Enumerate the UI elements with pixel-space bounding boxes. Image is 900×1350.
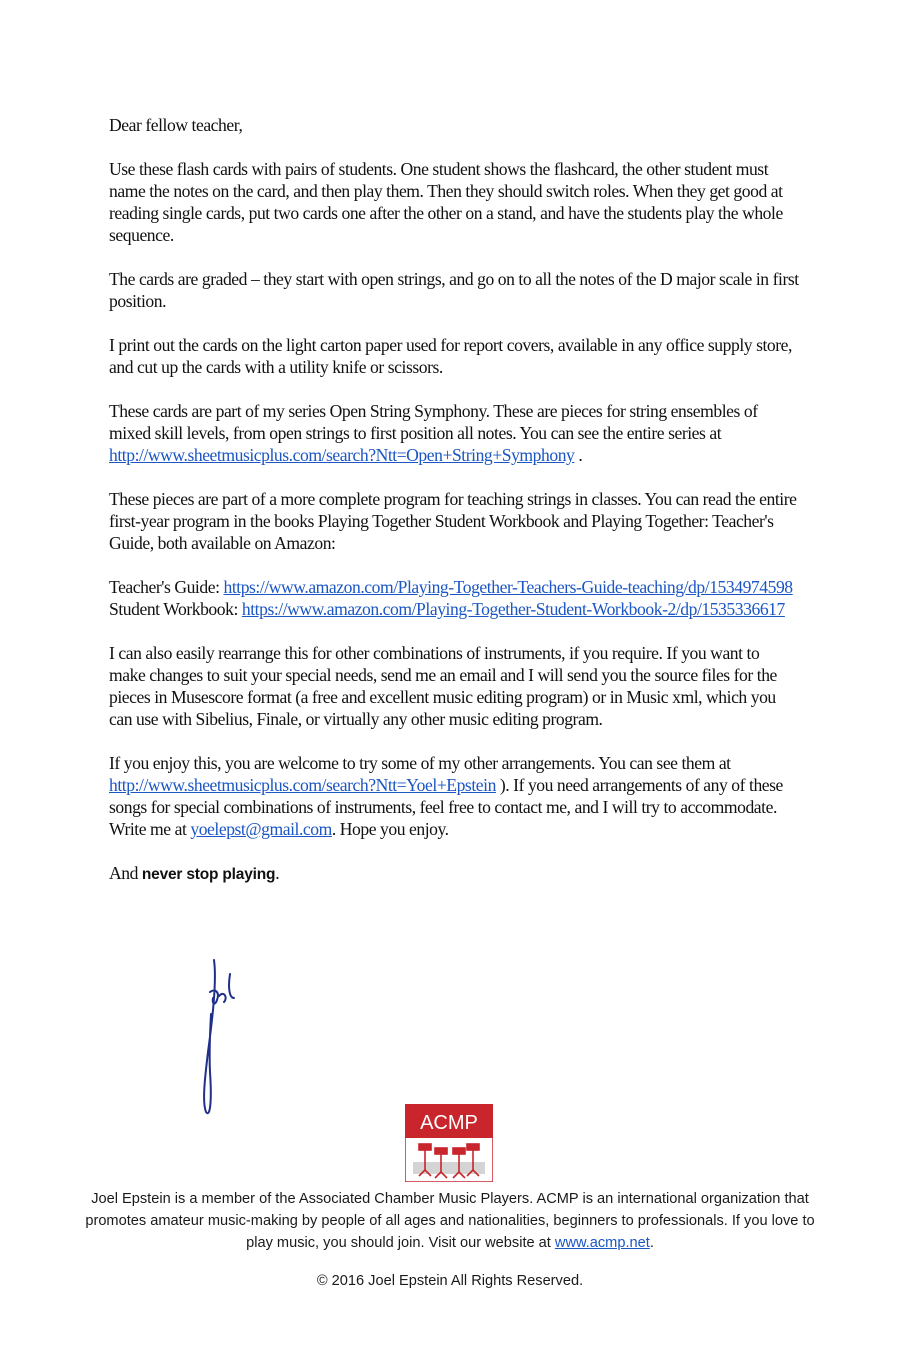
copyright: © 2016 Joel Epstein All Rights Reserved. — [316, 1273, 584, 1289]
logo-text: ACMP — [420, 1112, 478, 1134]
arrangements-text-2: ). If you need arrangements of any of these songs for special combinations of instruments, feel free to contact me, and I will try to accommodate. Write me at — [109, 775, 783, 839]
closing-period: . — [275, 863, 280, 883]
series-text: These cards are part of my series Open String Symphony. These are pieces for string ensembles of mixed skill levels, from open strings to first position all notes. You can see the entire series at — [109, 401, 758, 443]
student-workbook-link[interactable]: https://www.amazon.com/Playing-Together-Student-Workbook-2/dp/1535336617 — [241, 599, 785, 619]
letter-body — [109, 114, 799, 908]
paragraph-series — [109, 400, 799, 466]
teachers-guide-label: Teacher's Guide: — [109, 577, 224, 597]
teachers-guide-link[interactable]: https://www.amazon.com/Playing-Together-Teachers-Guide-teaching/dp/1534974598 — [223, 577, 793, 597]
closing-and: And — [109, 863, 142, 883]
closing-bold: never stop playing — [141, 866, 276, 883]
acmp-logo — [405, 1104, 493, 1182]
paragraph-books — [109, 576, 799, 620]
arrangements-link[interactable]: http://www.sheetmusicplus.com/search?Ntt=Yoel+Epstein — [109, 775, 496, 795]
salutation: Dear fellow teacher, — [109, 115, 243, 135]
series-link[interactable]: http://www.sheetmusicplus.com/search?Ntt=Open+String+Symphony — [109, 445, 575, 465]
closing — [109, 862, 799, 886]
footer — [80, 1188, 820, 1292]
email-link[interactable]: yoelepst@gmail.com — [190, 819, 332, 839]
signature — [186, 952, 246, 1122]
student-workbook-label: Student Workbook: — [109, 599, 242, 619]
series-end: . — [574, 445, 583, 465]
arrangements-text: If you enjoy this, you are welcome to try some of my other arrangements. You can see them at — [109, 753, 731, 773]
acmp-text: Joel Epstein is a member of the Associated Chamber Music Players. ACMP is an international organization that promotes amateur music-making by people of all ages and nationalities, beginners to professionals. If you love to play music, you should join. Visit our website at — [85, 1191, 815, 1251]
acmp-note — [80, 1188, 820, 1254]
paragraph-printing: I print out the cards on the light carton paper used for report covers, available in any office supply store, and cut up the cards with a utility knife or scissors. — [109, 335, 792, 377]
paragraph-graded: The cards are graded – they start with open strings, and go on to all the notes of the D major scale in first position. — [109, 269, 799, 311]
paragraph-arrangements — [109, 752, 799, 840]
paragraph-flashcards: Use these flash cards with pairs of students. One student shows the flashcard, the other student must name the notes on the card, and then play them. Then they should switch roles. When they get good at reading single cards, put two cards one after the other on a stand, and have the students play the whole sequence. — [109, 159, 783, 245]
paragraph-program: These pieces are part of a more complete program for teaching strings in classes. You can read the entire first-year program in the books Playing Together Student Workbook and Playing Together: Teacher's Guide, both available on Amazon: — [109, 489, 797, 553]
acmp-website-link[interactable]: www.acmp.net — [554, 1235, 650, 1251]
paragraph-rearrange: I can also easily rearrange this for other combinations of instruments, if you require. If you want to make changes to suit your special needs, send me an email and I will send you the source files for the pieces in Musescore format (a free and excellent music editing program) or in Music xml, which you can use with Sibelius, Finale, or virtually any other music editing program. — [109, 643, 777, 729]
arrangements-text-3: . Hope you enjoy. — [331, 819, 449, 839]
acmp-text-end: . — [649, 1235, 654, 1251]
